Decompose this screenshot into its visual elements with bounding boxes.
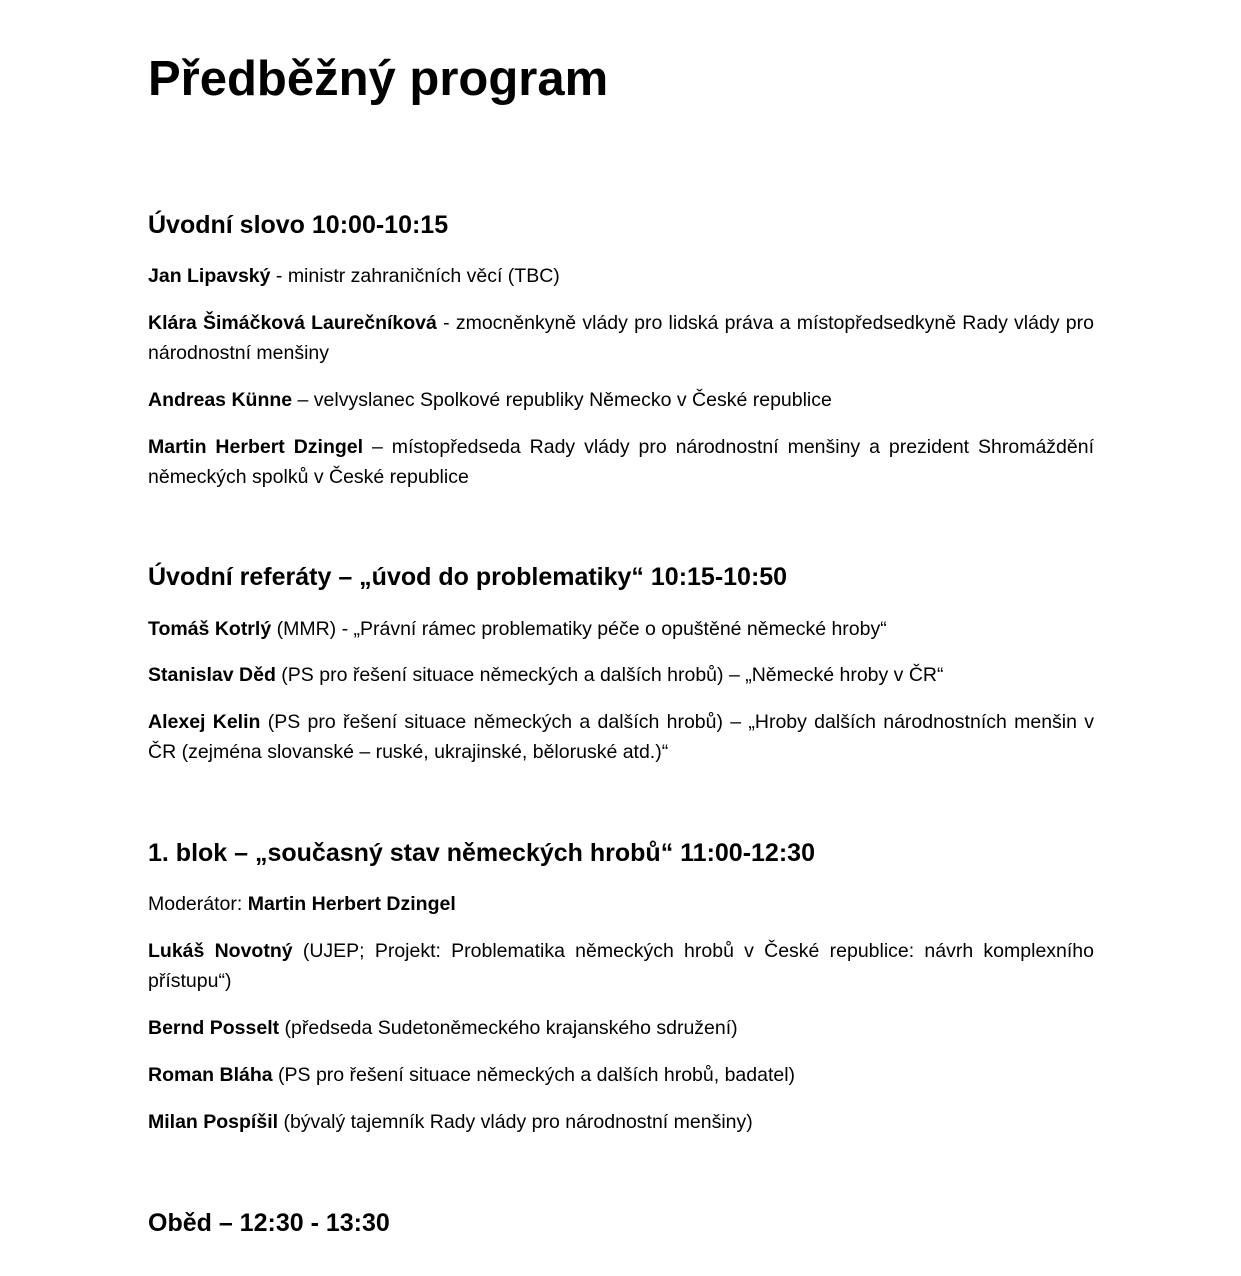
section-heading-opening-words: Úvodní slovo 10:00-10:15	[148, 211, 449, 239]
speaker-role: (předseda Sudetoněmeckého krajanského sdružení)	[279, 1017, 738, 1039]
speaker-name: Lukáš Novotný	[148, 940, 293, 962]
section-heading-lunch: Oběd – 12:30 - 13:30	[148, 1209, 390, 1237]
speaker-role: (PS pro řešení situace německých a dalších hrobů, badatel)	[272, 1064, 796, 1086]
program-entry	[148, 707, 1094, 767]
moderator-name: Martin Herbert Dzingel	[247, 893, 456, 915]
speaker-name: Stanislav Děd	[148, 664, 276, 686]
speaker-role: – místopředseda Rady vlády pro národnostní menšiny a prezident Shromáždění německých spolků v České republice	[148, 436, 1094, 488]
program-entry	[148, 432, 1094, 492]
speaker-name: Milan Pospíšil	[148, 1111, 279, 1133]
speaker-name: Klára Šimáčková Laurečníková	[148, 312, 437, 334]
speaker-name: Roman Bláha	[148, 1064, 273, 1086]
program-entry	[148, 1060, 1094, 1090]
section-heading-introductory-talks: Úvodní referáty – „úvod do problematiky“ 10:15-10:50	[148, 563, 788, 591]
speaker-role: (UJEP; Projekt: Problematika německých hrobů v České republice: návrh komplexního přístupu“)	[148, 940, 1094, 992]
program-entry	[148, 261, 1094, 291]
moderator-line	[148, 889, 1094, 919]
program-entry	[148, 308, 1094, 368]
speaker-role: – velvyslanec Spolkové republiky Německo v České republice	[292, 389, 832, 411]
program-entry	[148, 614, 1094, 644]
program-entry	[148, 936, 1094, 996]
section-heading-block-1: 1. blok – „současný stav německých hrobů“ 11:00-12:30	[148, 839, 815, 867]
talk-description: (PS pro řešení situace německých a dalších hrobů) – „Hroby dalších národnostních menšin v ČR (zejména slovanské – ruské, ukrajinské, běloruské atd.)“	[148, 711, 1095, 763]
speaker-name: Tomáš Kotrlý	[148, 618, 272, 640]
talk-description: (PS pro řešení situace německých a dalších hrobů) – „Německé hroby v ČR“	[275, 664, 944, 686]
talk-description: (MMR) - „Právní rámec problematiky péče o opuštěné německé hroby“	[271, 618, 887, 640]
speaker-role: - ministr zahraničních věcí (TBC)	[270, 265, 560, 287]
program-entry	[148, 385, 1094, 415]
program-entry	[148, 1107, 1094, 1137]
speaker-name: Jan Lipavský	[148, 265, 271, 287]
speaker-role: - zmocněnkyně vlády pro lidská práva a místopředsedkyně Rady vlády pro národnostní menšiny	[148, 312, 1094, 364]
speaker-name: Alexej Kelin	[148, 711, 261, 733]
moderator-label: Moderátor:	[148, 893, 248, 915]
program-entry	[148, 1013, 1094, 1043]
page-title: Předběžný program	[148, 52, 609, 106]
speaker-role: (bývalý tajemník Rady vlády pro národnostní menšiny)	[278, 1111, 753, 1133]
speaker-name: Andreas Künne	[148, 389, 293, 411]
speaker-name: Bernd Posselt	[148, 1017, 280, 1039]
speaker-name: Martin Herbert Dzingel	[148, 436, 364, 458]
program-entry	[148, 660, 1094, 690]
